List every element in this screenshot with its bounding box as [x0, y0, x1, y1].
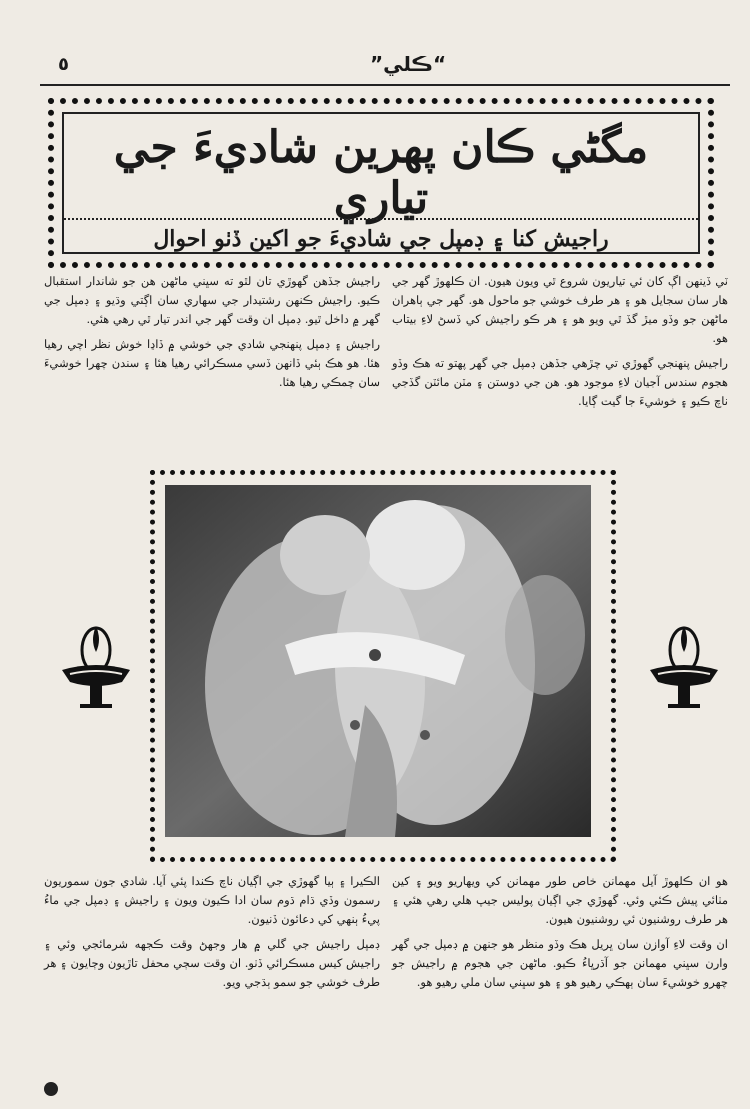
paragraph: الڪيرا ۽ ٻيا گهوڙي جي اڳيان ناچ ڪندا پئي آيا. شادي جون سموريون رسمون وڏي ڌام ڌوم سان ادا ڪيون ويون ۽ راجيش ۽ ڊمپل جي ماءُ پيءُ ٻنهي کي دعائون ڏنيون.	[44, 874, 380, 926]
column-bottom-right	[392, 872, 728, 1102]
paragraph: راجيش ۽ ڊمپل پنهنجي شادي جي خوشي ۾ ڏاڍا خوش نظر اچي رهيا هئا. هو هڪ ٻئي ڏانهن ڏسي مسڪرائي رهيا هئا ۽ سندن چهرا خوشيءَ سان چمڪي رهيا هئا.	[44, 337, 380, 389]
oil-lamp-icon	[56, 612, 136, 712]
paragraph: ٽي ڏينهن اڳ کان ئي تياريون شروع ٿي ويون هيون. ان ڪلهوڙ گهر جي هار سان سجايل هو ۽ هر طرف خوشي جو ماحول هو. گهر جي ٻاهران ماڻهن جو وڏو ميڙ گڏ ٿي ويو هو ۽ هر ڪو راجيش کي ڏسڻ لاءِ بيتاب هو.	[392, 274, 728, 345]
headline: مگڻي ڪان پهرين شاديءَ جي تياري	[113, 122, 649, 224]
masthead: ”ڪلي“	[370, 52, 447, 76]
subheadline: راجيش کنا ۽ ڊمپل جي شاديءَ جو اکين ڏٺو احوال	[64, 218, 698, 252]
paragraph: هو ان ڪلهوڙ آيل مهمانن خاص طور مهمانن کي ويهاريو ويو ۽ کين مٺائي پيش ڪئي وئي. گهوڙي جي اڳيان پوليس جيپ هلي رهي هئي ۽ هر طرف روشنيون ئي روشنيون هيون.	[392, 874, 728, 926]
column-top-left	[44, 272, 380, 462]
column-bottom-left	[44, 872, 380, 1072]
oil-lamp-icon	[644, 612, 724, 712]
headline-frame	[48, 98, 714, 268]
paragraph: ان وقت لاءِ آوازن سان ڀريل هڪ وڏو منظر هو جنهن ۾ ڊمپل جي گهر وارن سڀني مهمانن جو آڌرڀاءُ ڪيو. ماڻهن جي هجوم ۾ راجيش جو چهرو خوشيءَ سان ٻهڪي رهيو هو ۽ هو سڀني سان ملي رهيو هو.	[392, 937, 728, 989]
column-top-right	[392, 272, 728, 462]
paragraph: راجيش پنهنجي گهوڙي تي چڙهي جڏهن ڊمپل جي گهر پهتو ته هڪ وڏو هجوم سندس آجيان لاءِ موجود هو. هن جي دوستن ۽ مٽن مائٽن گڏجي ناچ ڪيو ۽ خوشيءَ جا گيت ڳايا.	[392, 356, 728, 408]
page-number: ٥	[58, 54, 69, 75]
headline-inner-frame	[62, 112, 700, 254]
photo-frame	[150, 470, 616, 862]
wedding-photo-svg	[165, 485, 591, 837]
corner-dot	[44, 1082, 58, 1096]
paragraph: ڊمپل راجيش جي گلي ۾ هار وجهڻ وقت ڪجهه شرمائجي وئي ۽ راجيش کيس مسڪرائي ڏٺو. ان وقت سڄي محفل تاڙيون وڄايون ۽ هر طرف خوشي جو سمو ٻڌجي ويو.	[44, 937, 380, 989]
wedding-photo-icon	[165, 485, 601, 847]
page-header	[40, 50, 730, 86]
paragraph: راجيش جڏهن گهوڙي تان لٿو ته سڀني ماڻهن هن جو شاندار استقبال ڪيو. راجيش ڪنهن رشتيدار جي سهاري سان اڳتي وڌيو ۽ ڊمپل جي گهر ۾ داخل ٿيو. ڊمپل ان وقت گهر جي اندر تيار ٿي رهي هئي.	[44, 274, 380, 326]
